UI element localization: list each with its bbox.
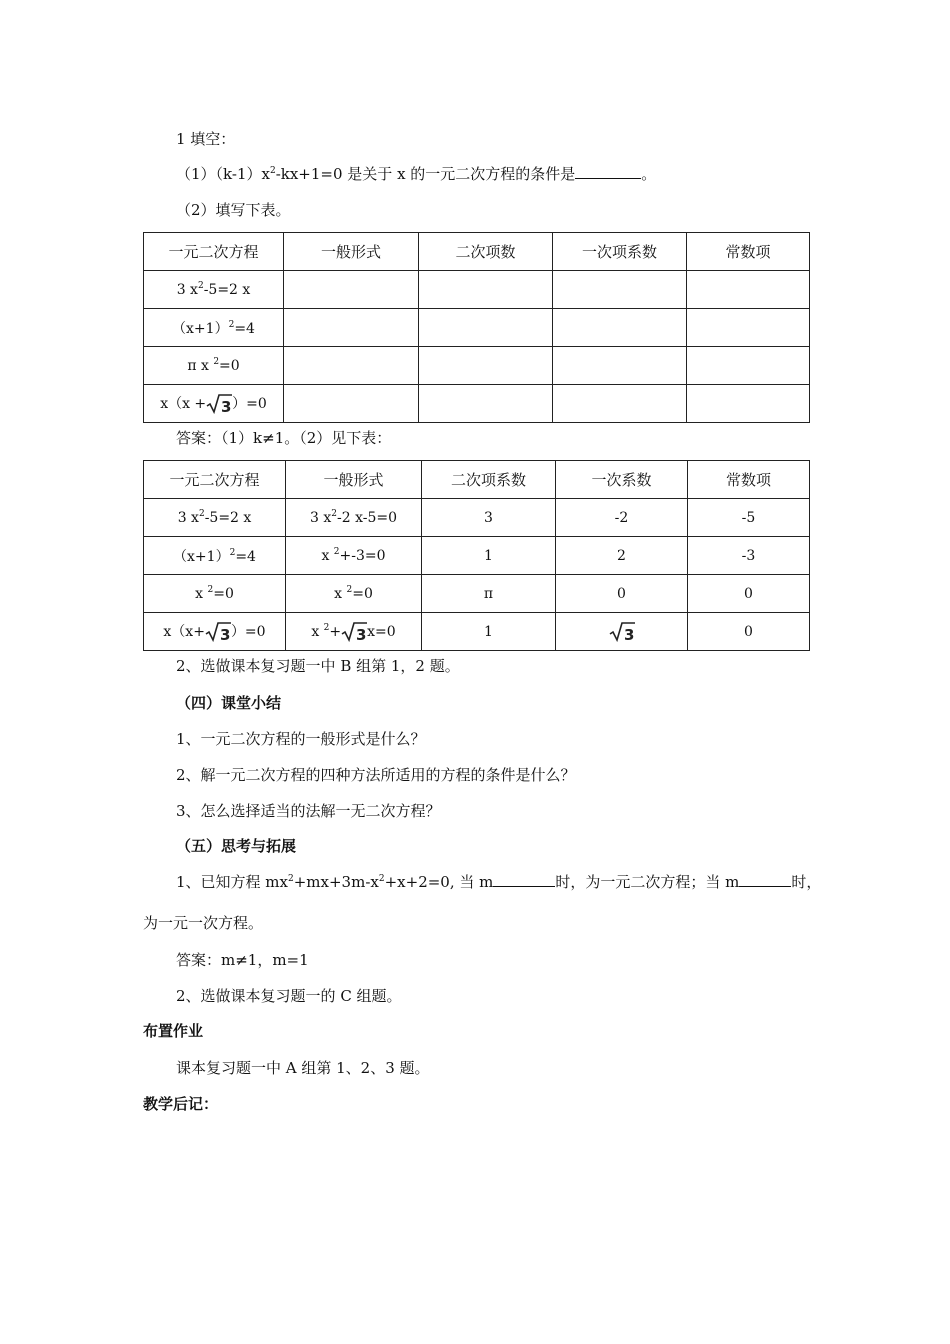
column-header: 常数项: [688, 461, 810, 499]
column-header: 一次项系数: [553, 233, 687, 271]
blank-cell[interactable]: [553, 271, 687, 309]
column-header: 二次项系数: [422, 461, 556, 499]
linear-coefficient-cell: 2: [556, 537, 688, 575]
equation-cell: 3 $x^2-5=2$ x: [144, 271, 284, 309]
question-1-1-end: 。: [641, 165, 657, 183]
svg-text:3: 3: [221, 397, 232, 415]
sqrt-3-symbol: [609, 621, 635, 643]
summary-item: 1、一元二次方程的一般形式是什么？: [176, 730, 426, 748]
blank-cell[interactable]: [687, 385, 810, 423]
equation-cell: 3 $x^2-5=2$ x: [144, 499, 286, 537]
table-header-row: [144, 461, 810, 499]
equation-cell: $(x+1)^2=4$: [144, 309, 284, 347]
section-4-title: （四）课堂小结: [176, 694, 282, 712]
answer-1: 答案：（1）k≠1。（2）见下表：: [176, 429, 392, 447]
linear-coefficient-cell: [556, 613, 688, 651]
fill-in-table: [143, 232, 810, 423]
blank-cell[interactable]: [284, 347, 419, 385]
quadratic-coefficient-cell: 1: [422, 613, 556, 651]
table-row: [144, 499, 810, 537]
blank-cell[interactable]: [419, 271, 553, 309]
answer-table: [143, 460, 810, 651]
question-1-part-1: [176, 164, 656, 184]
general-form-cell: x $^2$+-3=0: [286, 537, 422, 575]
column-header: 常数项: [687, 233, 810, 271]
equation-cell: x（x+ 3 ）=0: [144, 613, 286, 651]
svg-text:3: 3: [356, 625, 367, 643]
question-2: 2、选做课本复习题一中 B 组第 1，2 题。: [176, 657, 460, 675]
postscript-title: 教学后记：: [143, 1095, 219, 1113]
table-header-row: [144, 233, 810, 271]
extension-question-1-continued: 为一元一次方程。: [143, 914, 264, 932]
table-row: [144, 537, 810, 575]
column-header: 一般形式: [284, 233, 419, 271]
equation-cell: x（x + 3 ）=0: [144, 385, 284, 423]
blank-cell[interactable]: [553, 347, 687, 385]
question-1-title: 1 填空：: [176, 130, 236, 148]
section-5-title: （五）思考与拓展: [176, 837, 297, 855]
linear-coefficient-cell: -2: [556, 499, 688, 537]
homework-title: 布置作业: [143, 1022, 204, 1040]
sqrt-3-symbol: [341, 621, 367, 643]
quadratic-coefficient-cell: π: [422, 575, 556, 613]
question-1-1-post: -kx+1=0 是关于 x 的一元二次方程的条件是: [275, 165, 576, 183]
table-row: [144, 385, 810, 423]
summary-item: 3、怎么选择适当的法解一无二次方程？: [176, 802, 441, 820]
constant-cell: -3: [688, 537, 810, 575]
constant-cell: 0: [688, 613, 810, 651]
summary-item: 2、解一元二次方程的四种方法所适用的方程的条件是什么？: [176, 766, 576, 784]
extension-answer: 答案：m≠1，m=1: [176, 951, 309, 969]
column-header: 二次项数: [419, 233, 553, 271]
linear-coefficient-cell: 0: [556, 575, 688, 613]
blank-cell[interactable]: [553, 385, 687, 423]
quadratic-coefficient-cell: 3: [422, 499, 556, 537]
answer-blank[interactable]: [739, 872, 791, 887]
table-row: [144, 271, 810, 309]
blank-cell[interactable]: [687, 271, 810, 309]
table-row: [144, 613, 810, 651]
column-header: 一般形式: [286, 461, 422, 499]
extension-question-2: 2、选做课本复习题一的 C 组题。: [176, 987, 402, 1005]
question-1-part-2: （2）填写下表。: [176, 201, 291, 219]
blank-cell[interactable]: [553, 309, 687, 347]
blank-cell[interactable]: [687, 309, 810, 347]
equation-cell: π x $^2$=0: [144, 347, 284, 385]
blank-cell[interactable]: [284, 385, 419, 423]
column-header: 一元二次方程: [144, 233, 284, 271]
blank-cell[interactable]: [419, 347, 553, 385]
table-row: [144, 347, 810, 385]
answer-blank[interactable]: [575, 164, 641, 179]
table-row: [144, 575, 810, 613]
homework-text: 课本复习题一中 A 组第 1、2、3 题。: [176, 1059, 430, 1077]
blank-cell[interactable]: [284, 271, 419, 309]
svg-text:3: 3: [623, 625, 634, 643]
blank-cell[interactable]: [284, 309, 419, 347]
equation-cell: x $^2$=0: [144, 575, 286, 613]
blank-cell[interactable]: [419, 385, 553, 423]
equation-cell: $(x+1)^2=4$: [144, 537, 286, 575]
extension-question-1: 1、已知方程 $mx^2+mx+3m-x^2+x+2=0$, 当 m 时，为一元二次方程；当 m 时，: [176, 873, 822, 891]
svg-text:3: 3: [219, 625, 231, 643]
blank-cell[interactable]: [419, 309, 553, 347]
question-1-1-pre: （1）（k-1）x: [176, 165, 270, 183]
sqrt-3-symbol: [205, 621, 231, 643]
constant-cell: 0: [688, 575, 810, 613]
column-header: 一次系数: [556, 461, 688, 499]
general-form-cell: x $^2$+ 3 x=0: [286, 613, 422, 651]
table-row: [144, 309, 810, 347]
sqrt-3-symbol: [206, 393, 232, 415]
question-1-1-sup: 2: [269, 166, 276, 176]
blank-cell[interactable]: [687, 347, 810, 385]
general-form-cell: x $^2$=0: [286, 575, 422, 613]
quadratic-coefficient-cell: 1: [422, 537, 556, 575]
constant-cell: -5: [688, 499, 810, 537]
general-form-cell: 3 $x^2-2$ x-5=0: [286, 499, 422, 537]
answer-blank[interactable]: [493, 872, 555, 887]
column-header: 一元二次方程: [144, 461, 286, 499]
